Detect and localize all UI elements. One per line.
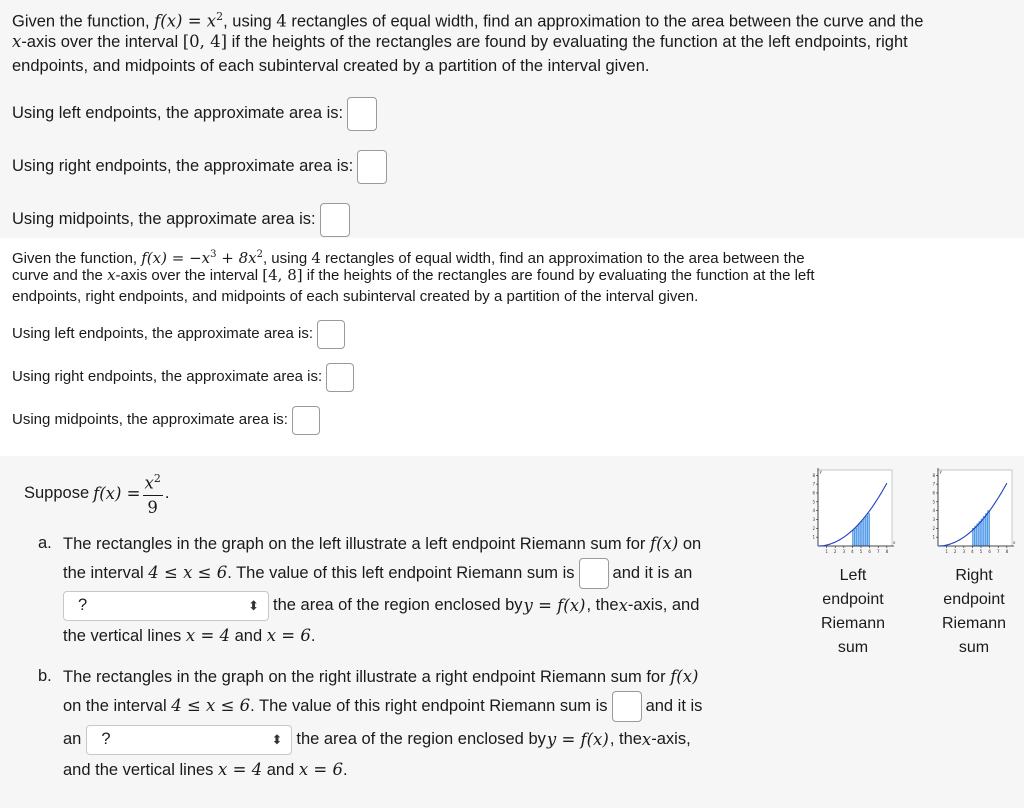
x-tick-label: 2 (833, 549, 837, 554)
riemann-rectangle (977, 524, 979, 546)
function-var: x (206, 11, 217, 31)
right-endpoint-label: Using right endpoints, the approximate area is: (12, 368, 323, 385)
riemann-rectangle (981, 519, 983, 546)
riemann-rectangle (985, 514, 987, 546)
right-riemann-sum-input[interactable] (612, 691, 642, 722)
part-a-text: The rectangles in the graph on the left illustrate a left endpoint Riemann sum for (63, 535, 650, 553)
problem-2-mid-row (12, 405, 320, 435)
interval-inequality: 4 ≤ x ≤ 6 (171, 696, 251, 715)
intro-text: rectangles of equal width, find an approximation to the area between the curve and the (286, 12, 924, 31)
caption-line: sum (837, 639, 869, 656)
x-tick-label: 7 (876, 549, 880, 554)
y-tick-label: 3 (812, 516, 815, 522)
y-equals-fx: y = f(x) (523, 596, 586, 615)
y-axis-label: y (939, 469, 942, 474)
y-tick-label: 8 (812, 472, 815, 478)
line-x-4: x = 4 (218, 760, 263, 779)
problem-2-section (0, 238, 1024, 456)
right-endpoint-answer-input[interactable] (326, 363, 354, 392)
x-tick-label: 5 (979, 549, 983, 554)
midpoint-answer-input[interactable] (292, 406, 320, 435)
left-endpoint-label: Using left endpoints, the approximate area is: (12, 325, 314, 342)
part-a-text: the vertical lines (63, 627, 186, 645)
y-tick-label: 3 (932, 516, 935, 522)
part-a-text: on (678, 535, 702, 553)
part-a-text: the area of the region enclosed by (273, 596, 523, 614)
y-tick-label: 1 (932, 534, 935, 540)
riemann-rectangle (861, 521, 863, 546)
intro-text: , using (223, 12, 277, 31)
part-b-line-1 (63, 661, 698, 693)
right-riemann-graph (932, 466, 1016, 558)
x-tick-label: 3 (842, 549, 846, 554)
x-axis-label: x (1013, 540, 1016, 545)
riemann-rectangle (865, 516, 867, 546)
rectangle-count: 4 (311, 249, 321, 267)
updown-chevron-icon: ⬍ (248, 598, 259, 613)
y-tick-label: 7 (812, 481, 815, 487)
problem-1-section (0, 0, 1024, 238)
y-tick-label: 5 (812, 499, 815, 505)
part-b-text: . (342, 761, 348, 779)
riemann-rectangle (859, 524, 861, 546)
part-b-letter: b. (38, 667, 52, 685)
part-b-line-2 (63, 690, 702, 722)
fx: f(x) (650, 534, 679, 553)
x-tick-label: 5 (859, 549, 863, 554)
function-exponent: 2 (216, 10, 224, 23)
period: . (164, 484, 170, 503)
part-b-text: the area of the region enclosed by (296, 730, 546, 748)
fx: f(x) (670, 667, 699, 686)
midpoint-answer-input[interactable] (320, 203, 350, 237)
line-x-6: x = 6 (298, 760, 343, 779)
numerator-exponent: 2 (153, 472, 161, 485)
left-endpoint-answer-input[interactable] (347, 97, 377, 131)
riemann-rectangle (867, 514, 869, 546)
problem-1-left-row (12, 96, 377, 131)
function-lhs: f(x) = (154, 11, 207, 31)
function-lhs: f(x) = (141, 249, 190, 267)
y-tick-label: 4 (932, 508, 935, 514)
part-a-line-3 (63, 590, 699, 621)
line-x-4: x = 4 (185, 626, 231, 645)
x-variable: x (618, 596, 628, 615)
problem-1-intro-line-2 (12, 29, 908, 55)
y-tick-label: 2 (932, 525, 935, 531)
part-a-text: , the (586, 596, 619, 614)
x-variable: x (641, 730, 652, 749)
part-b-text: -axis, (651, 730, 691, 748)
y-tick-label: 6 (932, 490, 935, 496)
right-endpoint-label: Using right endpoints, the approximate area is: (12, 157, 354, 175)
part-a-line-4 (63, 620, 315, 652)
problem-2-right-row (12, 362, 354, 392)
numerator-base: x (144, 473, 154, 493)
riemann-rectangle (863, 519, 865, 546)
x-tick-label: 8 (885, 549, 889, 554)
y-tick-label: 8 (932, 472, 935, 478)
problem-2-intro-line-2 (12, 265, 815, 286)
caption-line: Right (955, 567, 993, 584)
intro-text: rectangles of equal width, find an approximation to the area between the (320, 250, 805, 267)
x-tick-label: 7 (996, 549, 1000, 554)
right-graph-caption (929, 564, 1019, 660)
function-term: −x (189, 249, 211, 267)
riemann-rectangle (972, 528, 974, 546)
part-a-text: . The value of this left endpoint Riemann sum is (227, 564, 575, 582)
intro-text: curve and the (12, 267, 108, 284)
part-b-text: , the (609, 730, 642, 748)
caption-line: Riemann (941, 615, 1007, 632)
y-tick-label: 7 (932, 481, 935, 487)
x-tick-label: 1 (825, 549, 828, 554)
intro-text: -axis over the interval (21, 33, 183, 51)
y-tick-label: 6 (812, 490, 815, 496)
left-riemann-graph (812, 466, 896, 558)
x-tick-label: 6 (988, 549, 991, 554)
part-b-comparison-select[interactable] (86, 725, 292, 755)
riemann-rectangle (979, 521, 981, 546)
x-tick-label: 4 (971, 549, 974, 554)
select-value: ? (78, 596, 88, 614)
riemann-rectangle (975, 526, 977, 546)
line-x-6: x = 6 (266, 626, 311, 645)
intro-text: Given the function, (12, 250, 142, 267)
part-b-line-4 (63, 754, 348, 786)
part-a-text: and (230, 627, 267, 645)
x-tick-label: 3 (962, 549, 966, 554)
left-endpoint-answer-input[interactable] (317, 320, 345, 349)
problem-1-right-row (12, 149, 387, 184)
caption-line: Left (839, 567, 867, 584)
function-lhs: f(x) = (93, 484, 141, 504)
intro-text: , using (262, 250, 312, 267)
interval-inequality: 4 ≤ x ≤ 6 (148, 563, 228, 582)
right-endpoint-answer-input[interactable] (357, 150, 387, 184)
midpoint-label: Using midpoints, the approximate area is: (12, 210, 316, 228)
caption-line: endpoint (943, 591, 1005, 608)
x-tick-label: 1 (945, 549, 948, 554)
select-value: ? (101, 730, 111, 748)
x-tick-label: 2 (953, 549, 957, 554)
fraction-numerator (143, 468, 163, 496)
part-a-text: and it is an (612, 564, 693, 582)
riemann-rectangle (987, 511, 989, 546)
part-b-text: and the vertical lines (63, 761, 219, 779)
x-tick-label: 4 (851, 549, 854, 554)
riemann-rectangle (855, 528, 857, 546)
intro-text: endpoints, right endpoints, and midpoints of each subinterval created by a partition of the interval given. (12, 288, 699, 305)
riemann-rectangle (983, 516, 985, 546)
y-tick-label: 2 (812, 525, 815, 531)
y-tick-label: 4 (812, 508, 815, 514)
riemann-rectangle (852, 530, 854, 546)
function-fraction (143, 468, 163, 520)
left-endpoint-label: Using left endpoints, the approximate area is: (12, 104, 344, 122)
left-riemann-sum-input[interactable] (579, 558, 609, 589)
part-a-line-2 (63, 557, 692, 589)
left-graph-caption (808, 564, 898, 660)
intro-text: if the heights of the rectangles are found by evaluating the function at the left endpoints, right (227, 33, 908, 51)
intro-text: Given the function, (12, 12, 155, 31)
part-a-comparison-select[interactable] (63, 591, 269, 621)
interval: [4, 8] (262, 266, 303, 284)
problem-1-mid-row (12, 202, 350, 237)
x-axis-label: x (893, 540, 896, 545)
problem-3-section (0, 456, 1024, 808)
x-variable: x (107, 266, 116, 284)
interval: [0, 4] (182, 32, 228, 51)
function-exponent: 2 (256, 249, 263, 260)
problem-1-intro-line-3 (12, 54, 649, 79)
part-b-line-3 (63, 724, 691, 755)
part-b-text: . The value of this right endpoint Riemann sum is (250, 697, 608, 715)
fraction-denominator: 9 (147, 497, 158, 517)
problem-3-suppose (24, 468, 169, 520)
part-b-text: The rectangles in the graph on the right illustrate a right endpoint Riemann sum for (63, 668, 671, 686)
y-equals-fx: y = f(x) (546, 730, 609, 749)
y-tick-label: 5 (932, 499, 935, 505)
part-a-text: -axis, and (627, 596, 700, 614)
caption-line: Riemann (820, 615, 886, 632)
part-b-text: an (63, 730, 82, 748)
caption-line: endpoint (822, 591, 884, 608)
caption-line: sum (958, 639, 990, 656)
x-variable: x (12, 32, 22, 51)
intro-text: endpoints, and midpoints of each subinterval created by a partition of the interval given. (12, 57, 650, 75)
rectangle-count: 4 (276, 11, 287, 31)
part-a-text: . (310, 627, 316, 645)
part-a-letter: a. (38, 534, 52, 552)
riemann-rectangle (857, 526, 859, 546)
function-exponent: 3 (210, 249, 217, 260)
y-axis-label: y (819, 469, 822, 474)
updown-chevron-icon: ⬍ (271, 732, 283, 747)
x-tick-label: 6 (868, 549, 871, 554)
midpoint-label: Using midpoints, the approximate area is: (12, 411, 288, 428)
part-b-text: and it is (645, 697, 703, 715)
function-term: + 8x (216, 249, 257, 267)
part-a-line-1 (63, 528, 701, 560)
problem-2-left-row (12, 319, 345, 349)
problem-2-intro-line-3 (12, 286, 698, 307)
part-a-text: the interval (63, 564, 149, 582)
suppose-text: Suppose (24, 484, 90, 503)
intro-text: if the heights of the rectangles are found by evaluating the function at the left (302, 267, 815, 284)
part-b-text: and (262, 761, 299, 779)
part-b-text: on the interval (63, 697, 172, 715)
x-tick-label: 8 (1005, 549, 1009, 554)
intro-text: -axis over the interval (115, 267, 263, 284)
y-tick-label: 1 (812, 534, 815, 540)
